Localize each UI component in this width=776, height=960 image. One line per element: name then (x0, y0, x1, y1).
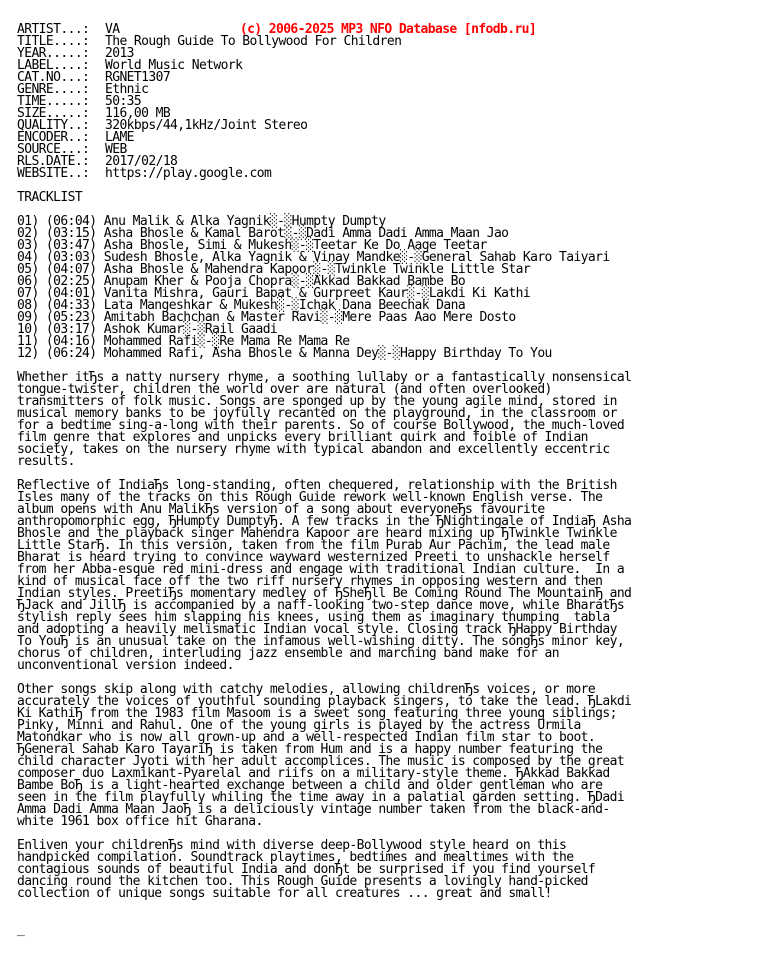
info-value: VA (105, 22, 120, 37)
paragraph-line: Whether itЂs a natty nursery rhyme, a soothing lullaby or a fantastically nonsensical (17, 370, 632, 385)
track-item: 12) (06:24) Mohammed Rafi, Asha Bhosle & Manna Dey░-░Happy Birthday To You (17, 346, 552, 361)
nfo-content (17, 24, 769, 936)
paragraph-line: from her Abba-esque red mini-dress and engage with traditional Indian culture. In a (17, 562, 625, 577)
paragraph-line: ЂGeneral Sahab Karo TayariЂ is taken from Hum and is a happy number featuring the (17, 742, 603, 757)
text-cursor: _ (17, 922, 25, 937)
info-row (17, 132, 769, 144)
info-label: QUALITY..: (17, 118, 90, 133)
paragraph-line: film genre that explores and unpicks every brilliant quirk and foible of Indian (17, 430, 588, 445)
paragraph-line: Isles many of the tracks on this Rough Guide rework well-known English verse. The (17, 490, 603, 505)
info-row (17, 168, 769, 180)
track-item: 10) (03:17) Ashok Kumar░-░Rail Gaadi (17, 322, 278, 337)
info-value: The Rough Guide To Bollywood For Children (105, 34, 402, 49)
tracklist-heading: TRACKLIST (17, 190, 83, 205)
info-label: LABEL....: (17, 58, 90, 73)
info-label: RLS.DATE.: (17, 154, 90, 169)
release-info (17, 24, 769, 180)
paragraph-line: for a bedtime sing-a-long with their parents. So of course Bollywood, the much-loved (17, 418, 625, 433)
tracklist (17, 216, 769, 360)
info-label: WEBSITE..: (17, 166, 90, 181)
paragraph-line: white 1961 box office hit Gharana. (17, 814, 263, 829)
paragraph-line: anthropomorphic egg, ЂHumpty DumptyЂ. A few tracks in the ЂNightingale of IndiaЂ Asha (17, 514, 632, 529)
info-value: Ethnic (105, 82, 149, 97)
blank-line (17, 180, 769, 192)
track-item: 03) (03:47) Asha Bhosle, Simi & Mukesh░-░Teetar Ke Do Aage Teetar (17, 238, 487, 253)
paragraph-line: child character Jyoti with her adult accomplices. The music is composed by the great (17, 754, 625, 769)
info-value: WEB (105, 142, 127, 157)
track-item: 07) (04:01) Vanita Mishra, Gauri Bapat & Gurpreet Kaur░-░Lakdi Ki Kathi (17, 286, 531, 301)
paragraph-line: society, takes on the nursery rhyme with typical abandon and excellently eccentric (17, 442, 610, 457)
paragraph-line: Amma Dadi Amma Maan JaoЂ is a deliciously vintage number taken from the black-and- (17, 802, 610, 817)
blank-line (17, 900, 769, 912)
description-paragraph (17, 840, 769, 900)
track-item: 06) (02:25) Anupam Kher & Pooja Chopra░-░Akkad Bakkad Bambe Bo (17, 274, 466, 289)
info-label: TITLE....: (17, 34, 90, 49)
paragraph-line: tongue-twister, children the world over are natural (and often overlooked) (17, 382, 552, 397)
paragraph-line: results. (17, 454, 75, 469)
paragraph-line: stylish reply sees him slapping his knees, using them as imaginary thumping tabla (17, 610, 610, 625)
info-value: 2013 (105, 46, 134, 61)
paragraph-line: chorus of children, interluding jazz ensemble and marching band make for an (17, 646, 560, 661)
copyright-header: (c) 2006-2025 MP3 NFO Database [nfodb.ru] (239, 22, 537, 37)
paragraph-line: unconventional version indeed. (17, 658, 234, 673)
description-paragraph (17, 372, 769, 468)
info-label: ENCODER..: (17, 130, 90, 145)
info-label: SOURCE...: (17, 142, 90, 157)
info-value: 50:35 (105, 94, 142, 109)
paragraph-line: Bhosle and the playback singer Mahendra Kapoor are heard mixing up ЂTwinkle Twinkle (17, 526, 617, 541)
paragraph-line: Bharat is heard trying to convince wayward westernized Preeti to unshackle herself (17, 550, 610, 565)
paragraph-line: seen in the film playfully whiling the time away in a palatial garden setting. ЂDadi (17, 790, 625, 805)
paragraph-line: musical memory banks to be joyfully recanted on the playground, in the classroom or (17, 406, 617, 421)
paragraph-line: To YouЂ is an unusual take on the infamous well-wishing ditty. The songЂs minor key, (17, 634, 625, 649)
paragraph-line: Indian styles. PreetiЂs momentary medley of ЂSheЂll Be Coming Round The MountainЂ and (17, 586, 632, 601)
track-item: 04) (03:03) Sudesh Bhosle, Alka Yagnik & Vinay Mandke░-░General Sahab Karo Taiyari (17, 250, 610, 265)
info-value: RGNET1307 (105, 70, 171, 85)
info-label: TIME.....: (17, 94, 90, 109)
info-value: 116,00 MB (105, 106, 171, 121)
track-item: 01) (06:04) Anu Malik & Alka Yagnik░-░Humpty Dumpty (17, 214, 386, 229)
paragraph-line: Matondkar who is now all grown-up and a well-respected Indian film star to boot. (17, 730, 596, 745)
track-item: 09) (05:23) Amitabh Bachchan & Master Ravi░-░Mere Paas Aao Mere Dosto (17, 310, 516, 325)
info-value: 320kbps/44,1kHz/Joint Stereo (105, 118, 308, 133)
info-value: 2017/02/18 (105, 154, 178, 169)
paragraph-line: Enliven your childrenЂs mind with diverse deep-Bollywood style heard on this (17, 838, 567, 853)
paragraph-line: Bambe BoЂ is a light-hearted exchange between a child and older gentleman who are (17, 778, 603, 793)
track-item: 05) (04:07) Asha Bhosle & Mahendra Kapoor░-░Twinkle Twinkle Little Star (17, 262, 531, 277)
paragraph-line: ЂJack and JillЂ is accompanied by a naff-looking two-step dance move, while BharatЂs (17, 598, 625, 613)
paragraph-line: dancing round the kitchen too. This Rough Guide presents a lovingly hand-picked (17, 874, 588, 889)
paragraph-line: handpicked compilation. Soundtrack playtimes, bedtimes and mealtimes with the (17, 850, 574, 865)
info-value: LAME (105, 130, 134, 145)
track-item: 11) (04:16) Mohammed Rafi░-░Re Mama Re Mama Re (17, 334, 350, 349)
paragraph-line: Little StarЂ. In this version, taken from the film Purab Aur Pachim, the lead male (17, 538, 610, 553)
info-label: GENRE....: (17, 82, 90, 97)
paragraph-line: contagious sounds of beautiful India and donЂt be surprised if you find yourself (17, 862, 596, 877)
track-item: 02) (03:15) Asha Bhosle & Kamal Barot░-░Dadi Amma Dadi Amma Maan Jao (17, 226, 509, 241)
paragraph-line: album opens with Anu MalikЂs version of a song about everyoneЂs favourite (17, 502, 545, 517)
paragraph-line: accurately the voices of youthful sounding playback singers, to take the lead. ЂLakdi (17, 694, 632, 709)
paragraph-line: Pinky, Minni and Rahul. One of the young girls is played by the actress Urmila (17, 718, 581, 733)
paragraph-line: collection of unique songs suitable for all creatures ... great and small! (17, 886, 552, 901)
paragraph-line: kind of musical face off the two riff nursery rhymes in opposing western and then (17, 574, 603, 589)
paragraph-line: Ki KathiЂ from the 1983 film Masoom is a sweet song featuring three young siblings; (17, 706, 617, 721)
info-label: CAT.NO...: (17, 70, 90, 85)
paragraph-line: Other songs skip along with catchy melodies, allowing childrenЂs voices, or more (17, 682, 596, 697)
info-label: YEAR.....: (17, 46, 90, 61)
description-paragraph (17, 480, 769, 672)
blank-line (17, 912, 769, 924)
track-item: 08) (04:33) Lata Mangeshkar & Mukesh░-░Ichak Dana Beechak Dana (17, 298, 466, 313)
description-paragraph (17, 684, 769, 828)
paragraph-line: composer duo Laxmikant-Pyarelal and riifs on a military-style theme. ЂAkkad Bakkad (17, 766, 610, 781)
paragraph-line: and adopting a heavily melismatic Indian vocal style. Closing track ЂHappy Birthday (17, 622, 617, 637)
paragraph-line: Reflective of IndiaЂs long-standing, often chequered, relationship with the British (17, 478, 617, 493)
paragraph-line: transmitters of folk music. Songs are sponged up by the young agile mind, stored in (17, 394, 617, 409)
info-label: SIZE.....: (17, 106, 90, 121)
info-label: ARTIST...: (17, 22, 90, 37)
info-value: World Music Network (105, 58, 243, 73)
info-value: https://play.google.com (105, 166, 272, 181)
